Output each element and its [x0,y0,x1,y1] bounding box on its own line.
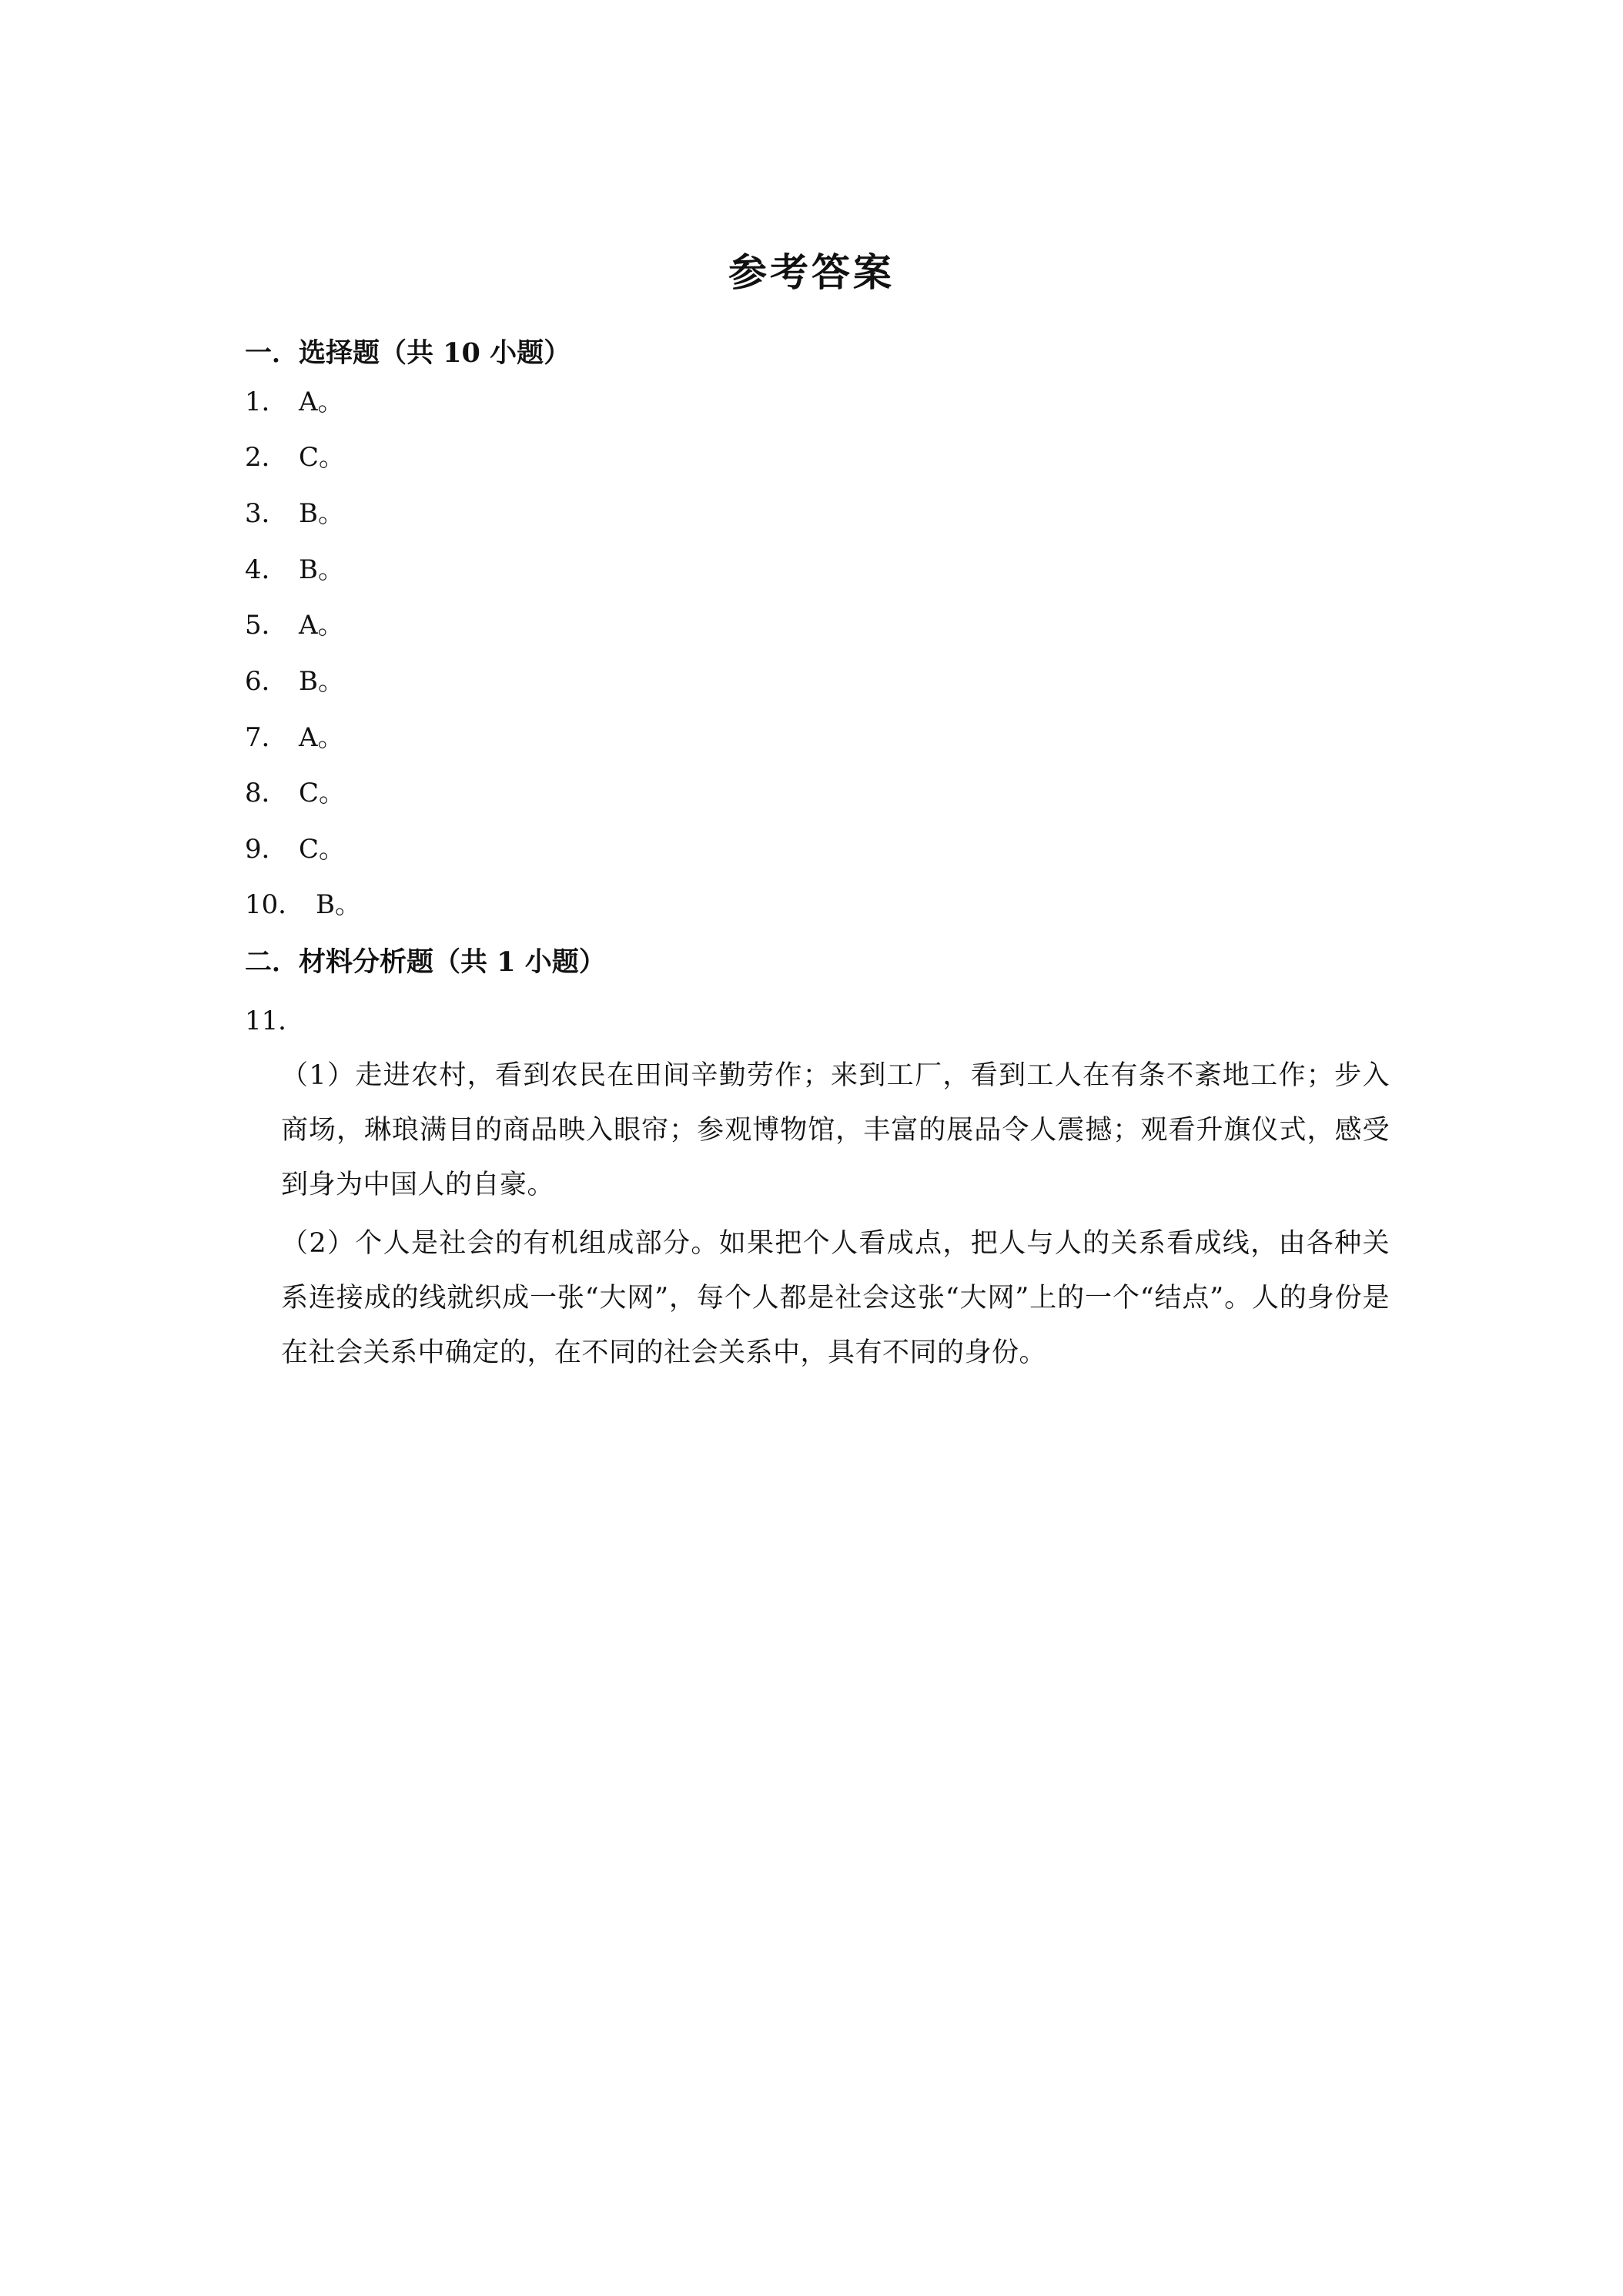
answer-value: C。 [299,442,346,473]
answer-part-2: （2）个人是社会的有机组成部分。如果把个人看成点，把人与人的关系看成线，由各种关系连接成的线就织成一张“大网”，每个人都是社会这张“大网”上的一个“结点”。人的身份是在社会关系中确定的，在不同的社会关系中，具有不同的身份。 [281,1228,1390,1368]
answer-number: 1． [245,387,288,417]
answer-number: 8． [245,778,288,808]
answer-item [245,383,344,420]
answer-value: A。 [299,387,344,417]
answer-number: 6． [245,666,288,697]
answer-value: B。 [299,554,344,585]
answer-value: B。 [299,498,344,529]
answer-item [245,439,345,476]
answer-value: A。 [299,722,344,753]
section-heading-analysis: 二．材料分析题（共 1 小题） [245,946,606,978]
answer-number: 10． [245,889,305,920]
page-title: 参考答案 [728,249,895,295]
answer-value: C。 [299,778,346,808]
answer-value: A。 [299,610,344,641]
section-heading-choice: 一．选择题（共 10 小题） [245,337,571,369]
answer-value: B。 [316,889,361,920]
answer-item [245,495,344,532]
answer-number: 2． [245,442,288,473]
answer-value: B。 [299,666,344,697]
answer-item [245,719,344,756]
answer-part-1: （1）走进农村，看到农民在田间辛勤劳作；来到工厂，看到工人在有条不紊地工作；步入商场，琳琅满目的商品映入眼帘；参观博物馆，丰富的展品令人震撼；观看升旗仪式，感受到身为中国人的自豪。 [281,1060,1390,1200]
answer-item [245,607,344,644]
answer-item [245,663,344,700]
answer-value: C。 [299,834,346,865]
question-number: 11． [245,1006,305,1036]
answer-number: 9． [245,834,288,865]
answer-number: 3． [245,498,288,529]
answer-number: 5． [245,610,288,641]
answer-number: 4． [245,554,288,585]
answer-item [245,551,344,588]
answer-number: 7． [245,722,288,753]
answer-item [245,775,345,812]
answer-item [245,831,345,868]
answer-item [245,886,361,923]
